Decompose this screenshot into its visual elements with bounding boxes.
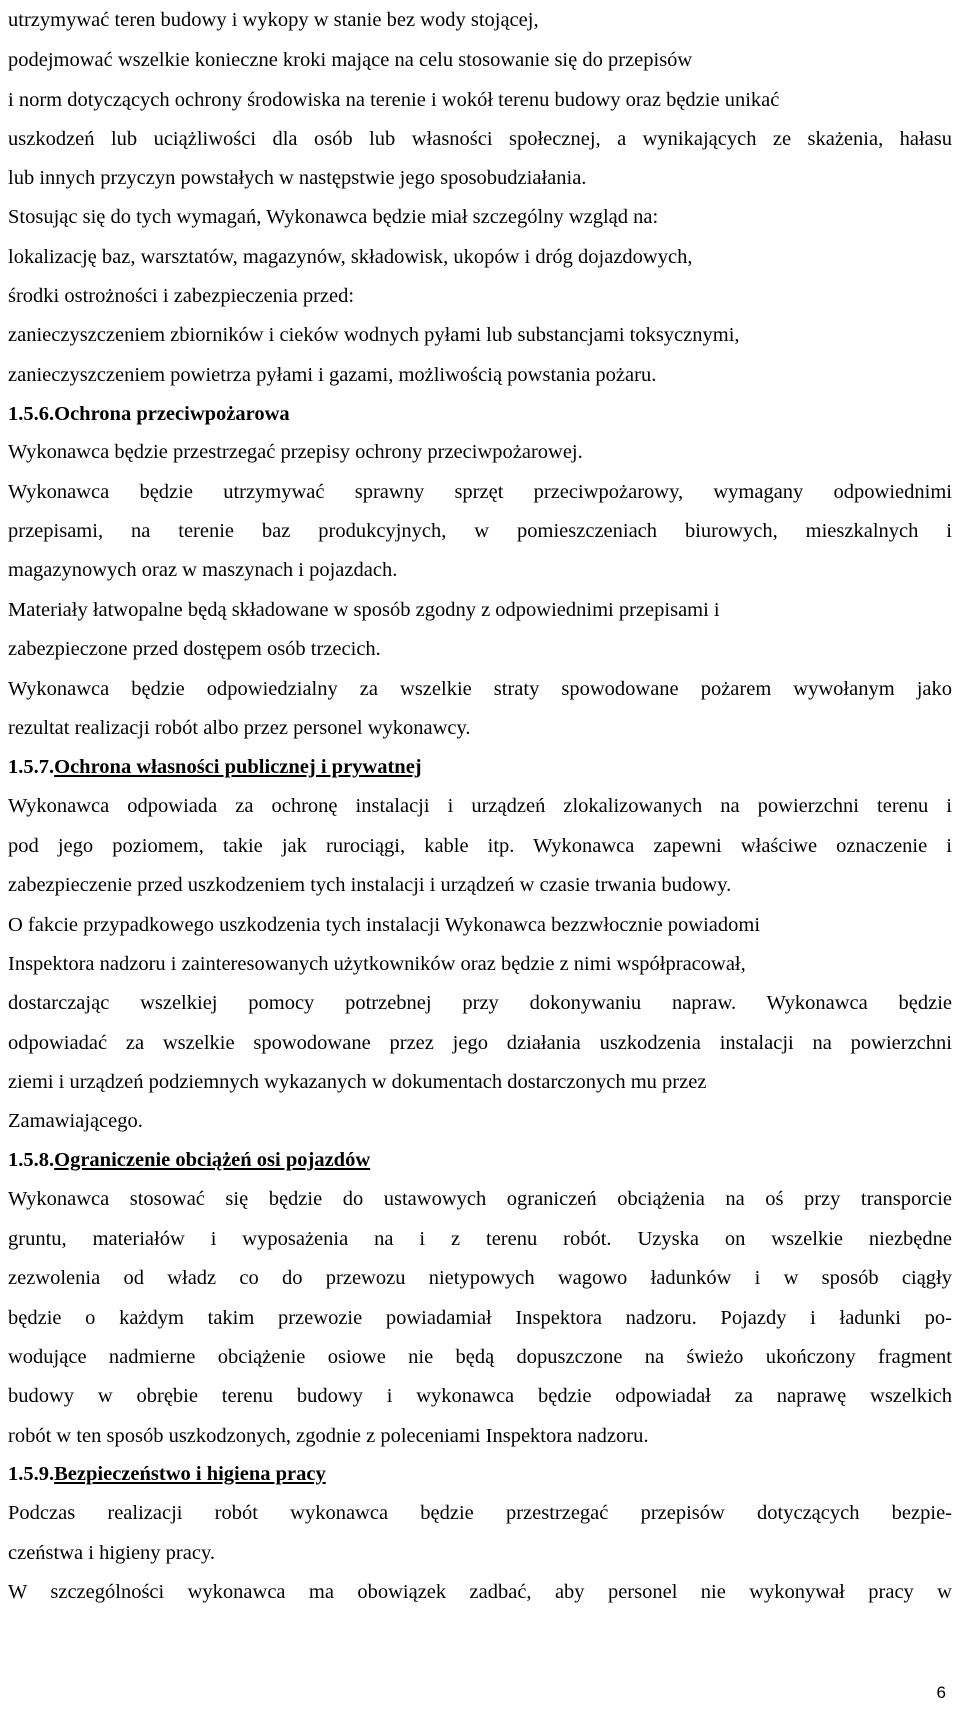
text-line: wodujące nadmierne obciążenie osiowe nie będą dopuszczone na świeżo ukończony fragment <box>8 1346 952 1368</box>
text-line: W szczególności wykonawca ma obowiązek zadbać, aby personel nie wykonywał pracy w <box>8 1581 952 1603</box>
text-line: środki ostrożności i zabezpieczenia przed: <box>8 285 355 307</box>
section-title: Ochrona własności publicznej i prywatnej <box>54 756 422 778</box>
text-line: czeństwa i higieny pracy. <box>8 1542 216 1564</box>
text-line: lokalizację baz, warsztatów, magazynów, składowisk, ukopów i dróg dojazdowych, <box>8 246 693 268</box>
text-line: ziemi i urządzeń podziemnych wykazanych w dokumentach dostarczonych mu przez <box>8 1071 707 1093</box>
text-line: podejmować wszelkie konieczne kroki mające na celu stosowanie się do przepisów <box>8 49 693 71</box>
section-title: Bezpieczeństwo i higiena pracy <box>54 1463 326 1485</box>
text-line: uszkodzeń lub uciążliwości dla osób lub własności społecznej, a wynikających ze skażenia, hałasu <box>8 128 952 150</box>
section-number: 1.5.8. <box>8 1149 55 1171</box>
text-line: Zamawiającego. <box>8 1110 143 1132</box>
document-page <box>8 0 954 1710</box>
text-line: zanieczyszczeniem powietrza pyłami i gazami, możliwością powstania pożaru. <box>8 364 657 386</box>
text-line: Inspektora nadzoru i zainteresowanych użytkowników oraz będzie z nimi współpracował, <box>8 953 746 975</box>
text-line: rezultat realizacji robót albo przez personel wykonawcy. <box>8 717 471 739</box>
section-number: 1.5.6. <box>8 403 55 425</box>
section-heading <box>8 1462 326 1486</box>
text-line: magazynowych oraz w maszynach i pojazdach. <box>8 559 398 581</box>
text-line: Wykonawca będzie przestrzegać przepisy ochrony przeciwpożarowej. <box>8 441 583 463</box>
text-line: Wykonawca odpowiada za ochronę instalacji i urządzeń zlokalizowanych na powierzchni terenu i <box>8 795 952 817</box>
text-line: robót w ten sposób uszkodzonych, zgodnie z poleceniami Inspektora nadzoru. <box>8 1425 649 1447</box>
text-line: utrzymywać teren budowy i wykopy w stanie bez wody stojącej, <box>8 9 539 31</box>
section-heading <box>8 1148 370 1172</box>
text-line: odpowiadać za wszelkie spowodowane przez jego działania uszkodzenia instalacji na powierzchni <box>8 1032 952 1054</box>
text-line: O fakcie przypadkowego uszkodzenia tych instalacji Wykonawca bezzwłocznie powiadomi <box>8 914 761 936</box>
page-number: 6 <box>936 1683 946 1702</box>
text-line: budowy w obrębie terenu budowy i wykonawca będzie odpowiadał za naprawę wszelkich <box>8 1385 952 1407</box>
text-line: przepisami, na terenie baz produkcyjnych, w pomieszczeniach biurowych, mieszkalnych i <box>8 520 952 542</box>
text-line: pod jego poziomem, takie jak rurociągi, kable itp. Wykonawca zapewni właściwe oznaczenie i <box>8 835 952 857</box>
text-line: Podczas realizacji robót wykonawca będzie przestrzegać przepisów dotyczących bezpie- <box>8 1502 952 1524</box>
section-number: 1.5.9. <box>8 1463 55 1485</box>
text-line: będzie o każdym takim przewozie powiadamiał Inspektora nadzoru. Pojazdy i ładunki po- <box>8 1307 952 1329</box>
section-heading <box>8 755 422 779</box>
section-title: Ochrona przeciwpożarowa <box>54 403 290 425</box>
section-heading <box>8 402 290 426</box>
text-line: dostarczając wszelkiej pomocy potrzebnej przy dokonywaniu napraw. Wykonawca będzie <box>8 992 952 1014</box>
text-line: Wykonawca stosować się będzie do ustawowych ograniczeń obciążenia na oś przy transporcie <box>8 1188 952 1210</box>
text-line: Wykonawca będzie odpowiedzialny za wszelkie straty spowodowane pożarem wywołanym jako <box>8 678 952 700</box>
text-line: i norm dotyczących ochrony środowiska na terenie i wokół terenu budowy oraz będzie unikać <box>8 89 780 111</box>
text-line: zanieczyszczeniem zbiorników i cieków wodnych pyłami lub substancjami toksycznymi, <box>8 324 740 346</box>
text-line: Wykonawca będzie utrzymywać sprawny sprzęt przeciwpożarowy, wymagany odpowiednimi <box>8 481 952 503</box>
text-line: Stosując się do tych wymagań, Wykonawca będzie miał szczególny wzgląd na: <box>8 206 659 228</box>
text-line: zezwolenia od władz co do przewozu nietypowych wagowo ładunków i w sposób ciągły <box>8 1267 952 1289</box>
section-number: 1.5.7. <box>8 756 55 778</box>
text-line: gruntu, materiałów i wyposażenia na i z terenu robót. Uzyska on wszelkie niezbędne <box>8 1228 952 1250</box>
text-line: Materiały łatwopalne będą składowane w sposób zgodny z odpowiednimi przepisami i <box>8 599 720 621</box>
text-line: zabezpieczenie przed uszkodzeniem tych instalacji i urządzeń w czasie trwania budowy. <box>8 874 732 896</box>
section-title: Ograniczenie obciążeń osi pojazdów <box>54 1149 371 1171</box>
text-line: zabezpieczone przed dostępem osób trzecich. <box>8 638 381 660</box>
text-line: lub innych przyczyn powstałych w następstwie jego sposobudziałania. <box>8 167 587 189</box>
